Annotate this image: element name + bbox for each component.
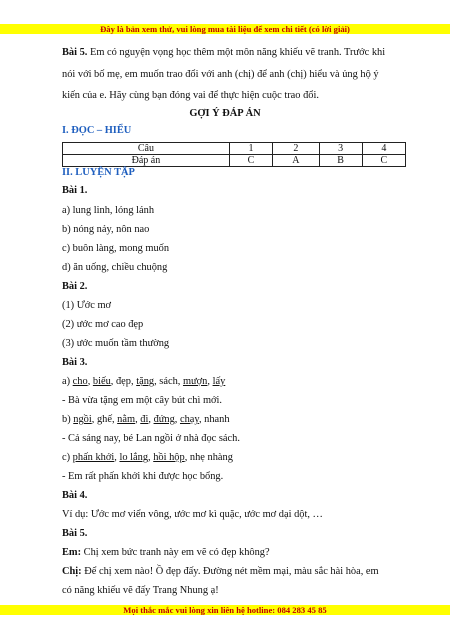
table-cell: 1 (229, 143, 272, 155)
bai1-label: Bài 1. (62, 185, 88, 196)
table-cell: A (273, 155, 319, 167)
bai3-a: a) cho, biếu, đẹp, tặng, sách, mượn, lấy (62, 376, 226, 387)
speaker-em: Em: (62, 547, 82, 558)
word: phấn khởi (72, 452, 115, 463)
word: mượn (182, 376, 208, 387)
bai2-item-3: (3) ước muốn tầm thường (62, 338, 170, 349)
bai3-b-example: - Cả sáng nay, bé Lan ngồi ở nhà đọc sách. (62, 433, 240, 444)
word: ngồi (73, 414, 92, 425)
task-line-3: kiến của e. Hãy cùng bạn đóng vai để thực hiện cuộc trao đổi. (62, 90, 319, 101)
word: đứng (153, 414, 175, 425)
task-label: Bài 5. (62, 47, 88, 58)
table-cell: B (319, 155, 362, 167)
word: lo lắng (119, 452, 149, 463)
word: nhẹ nhàng (189, 452, 233, 463)
bai1-c: c) buôn làng, mong muốn (62, 243, 170, 254)
chi-text-1: Để chị xem nào! Ồ đẹp đấy. Đường nét mềm mại, màu sắc hài hòa, em (81, 566, 379, 577)
word: ghế (96, 414, 112, 425)
word: chạy (179, 414, 199, 425)
bai3-c-example: - Em rất phấn khởi khi được học bổng. (62, 471, 224, 482)
table-row (63, 155, 406, 167)
speaker-chi: Chị: (62, 566, 82, 577)
section-1-title: I. ĐỌC – HIỂU (62, 125, 132, 136)
bai1-b: b) nóng nảy, nôn nao (62, 224, 150, 235)
bai1-a: a) lung linh, lóng lánh (62, 205, 155, 216)
table-row (63, 143, 406, 155)
answers-title: GỢI Ý ĐÁP ÁN (189, 108, 261, 119)
bai1-d: d) ăn uống, chiều chuộng (62, 262, 168, 273)
table-cell: Câu (63, 143, 230, 155)
bai2-label: Bài 2. (62, 281, 88, 292)
footer-notice: Mọi thắc mắc vui lòng xin liên hệ hotline: 084 283 45 85 (0, 605, 450, 615)
em-text: Chị xem bức tranh này em vẽ có đẹp không? (81, 547, 270, 558)
word: tặng (136, 376, 155, 387)
header-notice: Đây là bản xem thử, vui lòng mua tài liệu để xem chi tiết (có lời giải) (0, 24, 450, 34)
task-line-2: nói với bố mẹ, em muốn trao đổi với anh (chị) để anh (chị) hiểu và ủng hộ ý (62, 69, 379, 80)
word: nhanh (204, 414, 230, 425)
bai4-text: Ví dụ: Ước mơ viển vông, ước mơ kì quặc, ước mơ dại dột, … (62, 509, 323, 520)
bai5-label: Bài 5. (62, 528, 88, 539)
bai3-a-example: - Bà vừa tặng em một cây bút chì mới. (62, 395, 223, 406)
bai2-item-2: (2) ước mơ cao đẹp (62, 319, 144, 330)
task-line-1 (62, 46, 385, 59)
bai3-label: Bài 3. (62, 357, 88, 368)
task-text-1: Em có nguyện vọng học thêm một môn năng khiếu vẽ tranh. Trước khi (87, 47, 386, 58)
word: cho (72, 376, 88, 387)
bai4-label: Bài 4. (62, 490, 88, 501)
table-cell: 3 (319, 143, 362, 155)
section-2-title: II. LUYỆN TẬP (62, 167, 135, 178)
table-cell: C (229, 155, 272, 167)
word: sách (159, 376, 178, 387)
bai2-item-1: (1) Ước mơ (62, 300, 112, 311)
word: lấy (212, 376, 226, 387)
word: đẹp (115, 376, 131, 387)
answer-table (62, 142, 406, 167)
table-cell: C (362, 155, 405, 167)
bai3-b: b) ngồi, ghế, nằm, đi, đứng, chạy, nhanh (62, 414, 230, 425)
table-cell: 2 (273, 143, 319, 155)
word: hồi hộp (153, 452, 185, 463)
bai3-c: c) phấn khởi, lo lắng, hồi hộp, nhẹ nhàng (62, 452, 233, 463)
bai5-chi-line-1 (62, 565, 379, 578)
table-cell: Đáp án (63, 155, 230, 167)
word: biếu (92, 376, 111, 387)
bai5-em-line (62, 546, 270, 559)
bai5-chi-line-2: có năng khiếu vẽ đấy Trang Nhung ạ! (62, 585, 219, 596)
table-cell: 4 (362, 143, 405, 155)
word: đi (140, 414, 149, 425)
word: nằm (117, 414, 136, 425)
